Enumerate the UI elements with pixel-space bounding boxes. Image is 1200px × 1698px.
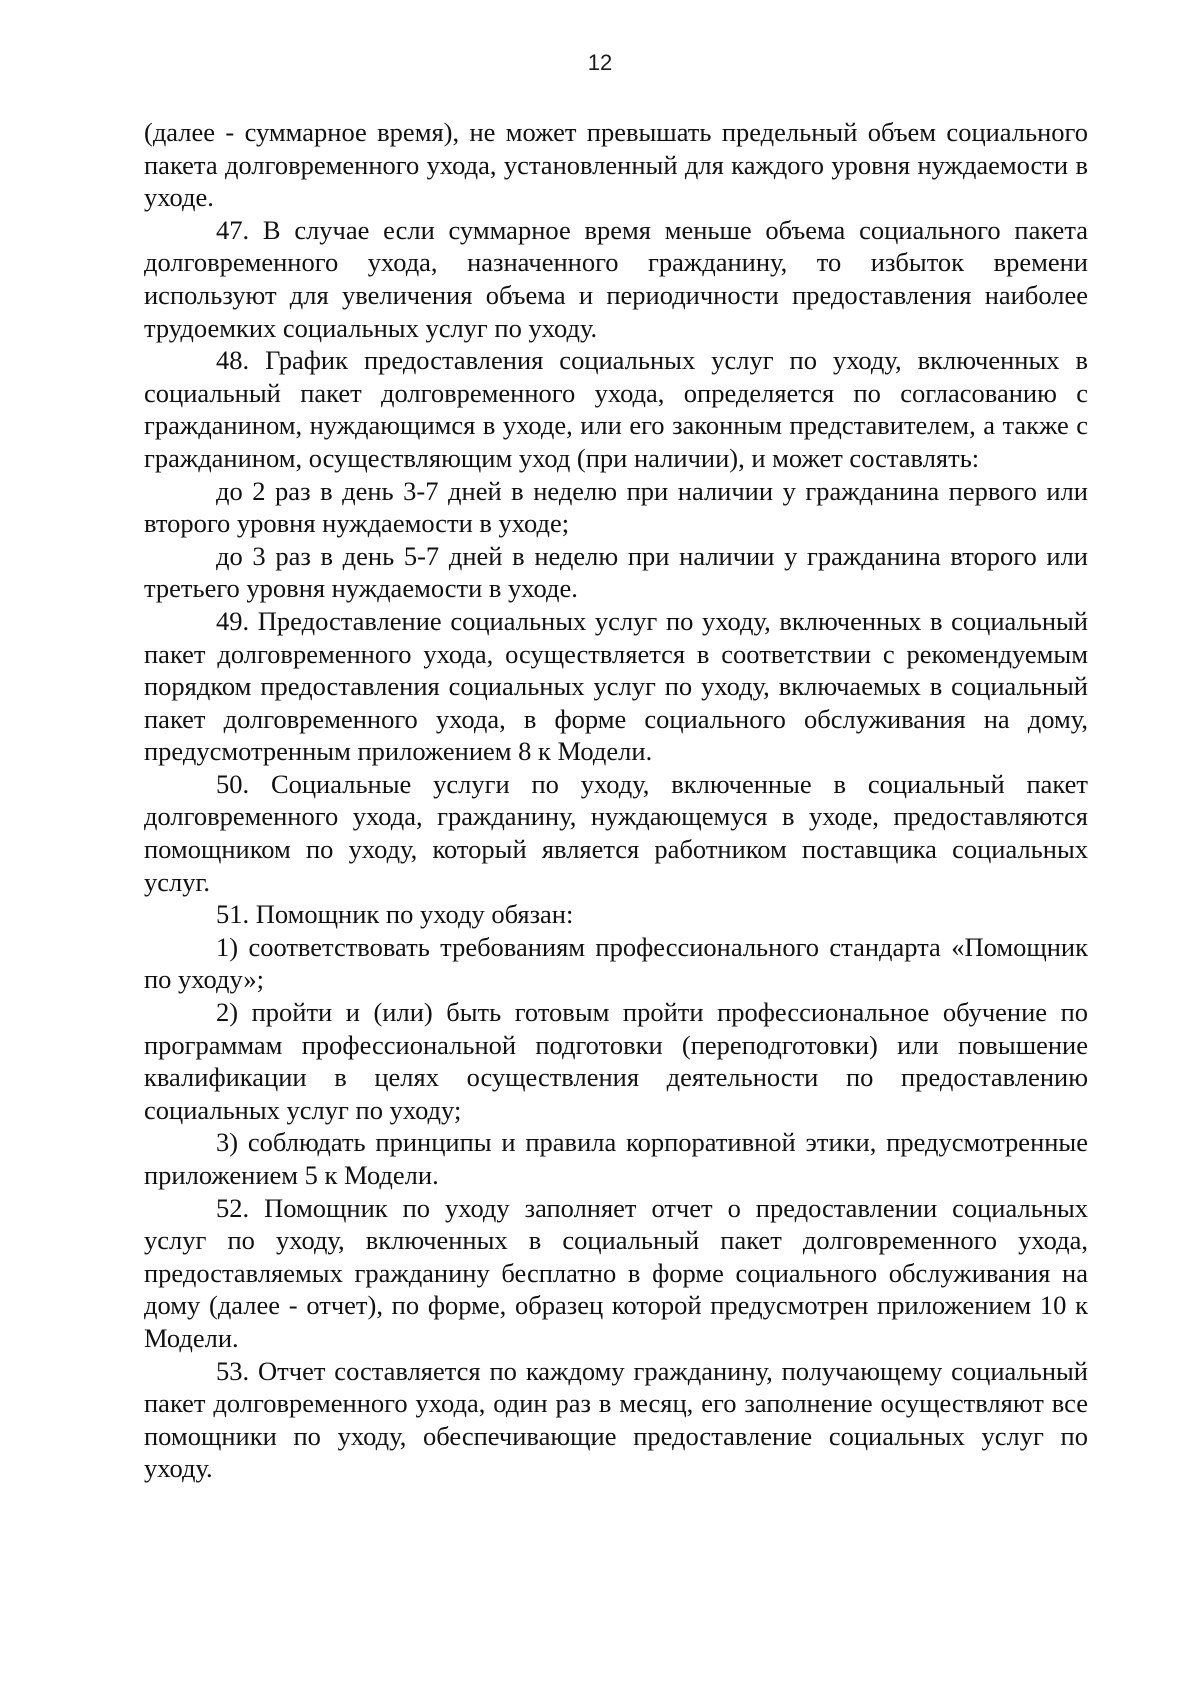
- paragraph-51-item-2: 2) пройти и (или) быть готовым пройти профессиональное обучение по программам профессиональной подготовки (переподготовки) или повышение квалификации в целях осуществления деятельности по предоставлению социальных услуг по уходу;: [144, 997, 1088, 1125]
- paragraph-50: 50. Социальные услуги по уходу, включенные в социальный пакет долговременного ухода, гражданину, нуждающемуся в уходе, предоставляются помощником по уходу, который является работником поставщика социальных услуг.: [144, 768, 1088, 897]
- paragraph-48-item-1: до 2 раз в день 3-7 дней в неделю при наличии у гражданина первого или второго уровня нуждаемости в уходе;: [144, 475, 1088, 539]
- paragraph-47: 47. В случае если суммарное время меньше объема социального пакета долговременного ухода, назначенного гражданину, то избыток времени используют для увеличения объема и периодичности предоставления наиболее трудоемких социальных услуг по уходу.: [144, 214, 1088, 343]
- paragraph-continuation: (далее - суммарное время), не может превышать предельный объем социального пакета долговременного ухода, установленный для каждого уровня нуждаемости в уходе.: [144, 117, 1088, 213]
- paragraph-52: 52. Помощник по уходу заполняет отчет о предоставлении социальных услуг по уходу, включенных в социальный пакет долговременного ухода, предоставляемых гражданину бесплатно в форме социального обслуживания на дому (далее - отчет), по форме, образец которой предусмотрен приложением 10 к Модели.: [144, 1192, 1088, 1353]
- document-body: [144, 116, 1088, 1485]
- paragraph-49: 49. Предоставление социальных услуг по уходу, включенных в социальный пакет долговременного ухода, осуществляется в соответствии с рекомендуемым порядком предоставления социальных услуг по уходу, включаемых в социальный пакет долговременного ухода, в форме социального обслуживания на дому, предусмотренным приложением 8 к Модели.: [144, 605, 1088, 767]
- paragraph-51-item-1: 1) соответствовать требованиям профессионального стандарта «Помощник по уходу»;: [144, 931, 1088, 995]
- paragraph-51-item-3: 3) соблюдать принципы и правила корпоративной этики, предусмотренные приложением 5 к Модели.: [144, 1127, 1088, 1190]
- paragraph-48: 48. График предоставления социальных услуг по уходу, включенных в социальный пакет долговременного ухода, определяется по согласованию с гражданином, нуждающимся в уходе, или его законным представителем, а также с гражданином, осуществляющим уход (при наличии), и может составлять:: [144, 345, 1088, 473]
- paragraph-53: 53. Отчет составляется по каждому гражданину, получающему социальный пакет долговременного ухода, один раз в месяц, его заполнение осуществляют все помощники по уходу, обеспечивающие предоставление социальных услуг по уходу.: [144, 1355, 1088, 1484]
- page-number: 12: [587, 50, 613, 75]
- paragraph-51: 51. Помощник по уходу обязан:: [216, 899, 574, 930]
- paragraph-48-item-2: до 3 раз в день 5-7 дней в неделю при наличии у гражданина второго или третьего уровня нуждаемости в уходе.: [144, 540, 1088, 604]
